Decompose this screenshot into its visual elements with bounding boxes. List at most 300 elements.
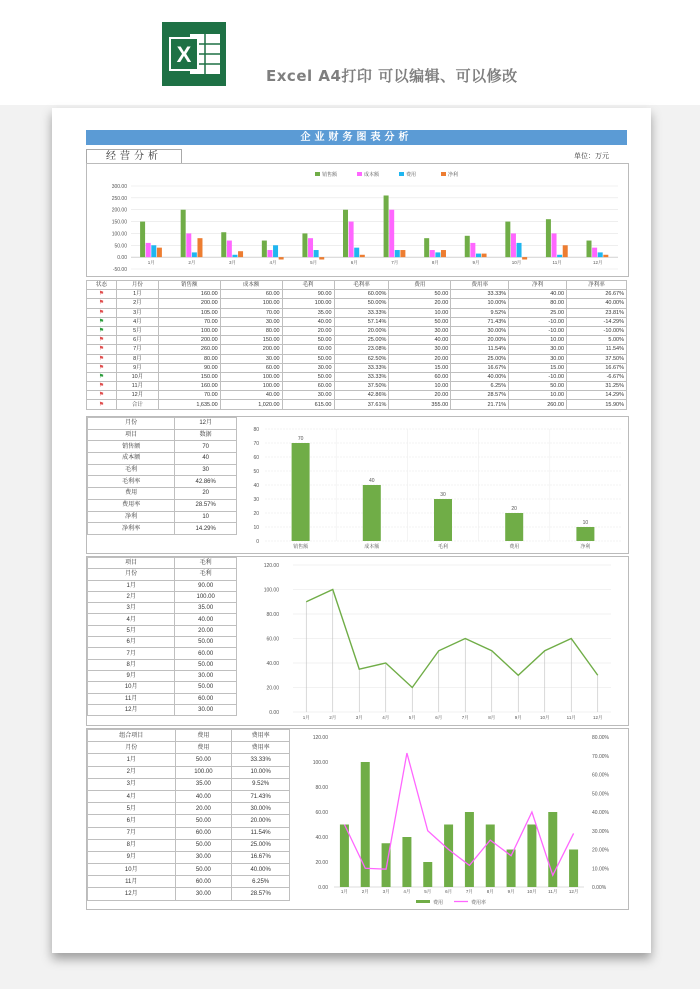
x-tick-label: 8月 xyxy=(488,715,496,720)
data-label: 40 xyxy=(369,478,375,484)
table-cell: 14.29% xyxy=(175,523,237,535)
bar-费用 xyxy=(505,513,523,541)
table-cell: 6月 xyxy=(88,637,175,648)
table-row xyxy=(88,580,237,591)
bar-9-2 xyxy=(470,243,475,257)
bar-5-1 xyxy=(302,233,307,257)
x-tick-label: 8月 xyxy=(486,889,494,894)
status-cell xyxy=(87,290,117,299)
value-cell: 40.00% xyxy=(567,299,627,308)
bar-4-2 xyxy=(267,250,272,257)
table-row xyxy=(88,464,237,476)
flag-icon: ⚑ xyxy=(98,373,105,380)
value-cell: 71.43% xyxy=(451,317,509,326)
y-tick-label: 30 xyxy=(253,497,259,503)
bar-毛利 xyxy=(434,499,452,541)
table-cell: 组合项目 xyxy=(88,730,176,742)
x-tick-label: 10月 xyxy=(511,260,522,266)
bar-11-3 xyxy=(557,255,562,257)
value-cell: 50.00% xyxy=(334,299,389,308)
value-cell: 37.61% xyxy=(334,400,389,409)
table-cell: 净利率 xyxy=(88,523,175,535)
table-cell: 60.00 xyxy=(175,827,232,839)
value-cell: 30.00 xyxy=(282,363,334,372)
table-row xyxy=(88,754,290,766)
value-cell: 355.00 xyxy=(389,400,451,409)
table-row xyxy=(88,476,237,488)
table-cell: 100.00 xyxy=(175,591,237,602)
table-cell: 5月 xyxy=(88,625,175,636)
value-cell: 50.00 xyxy=(282,372,334,381)
bar-2-4 xyxy=(197,238,202,257)
table-cell: 费用 xyxy=(175,742,232,754)
value-cell: 50.00 xyxy=(509,382,567,391)
value-cell: 1,635.00 xyxy=(158,400,220,409)
value-cell: 57.14% xyxy=(334,317,389,326)
table-cell: 4月 xyxy=(88,790,176,802)
table-cell: 11月 xyxy=(88,876,176,888)
status-cell xyxy=(87,317,117,326)
table-cell: 毛利率 xyxy=(88,476,175,488)
y-tick-label: 50.00 xyxy=(114,243,127,250)
table-cell: 项目 xyxy=(88,558,175,569)
x-tick-label: 7月 xyxy=(465,889,473,894)
bar-3-4 xyxy=(238,251,243,257)
expense-table xyxy=(87,729,290,901)
table-row xyxy=(88,511,237,523)
column-header: 月份 xyxy=(116,281,158,290)
flag-icon: ⚑ xyxy=(98,309,105,316)
y-tick-label: 100.00 xyxy=(111,231,127,238)
table-row xyxy=(87,290,627,299)
table-row xyxy=(88,864,290,876)
table-row xyxy=(87,317,627,326)
y-tick-label: 10 xyxy=(253,525,259,531)
value-cell: 70.00 xyxy=(220,308,282,317)
x-tick-label: 11月 xyxy=(552,260,562,266)
value-cell: 37.50% xyxy=(567,354,627,363)
y2-tick-label: 60.00% xyxy=(592,772,609,779)
value-cell: 50.00 xyxy=(389,317,451,326)
table-row xyxy=(88,418,237,430)
y-tick-label: 0 xyxy=(256,539,259,545)
table-cell: 月份 xyxy=(88,569,175,580)
table-cell: 净利 xyxy=(88,511,175,523)
table-cell: 40.00% xyxy=(232,864,290,876)
value-cell: 30.00 xyxy=(389,345,451,354)
status-cell xyxy=(87,382,117,391)
table-cell: 50.00 xyxy=(175,754,232,766)
table-cell: 40.00 xyxy=(175,790,232,802)
x-tick-label: 成本额 xyxy=(364,544,380,550)
x-tick-label: 4月 xyxy=(403,889,411,894)
bar-1-3 xyxy=(151,245,156,257)
expense-bar-4月 xyxy=(402,837,411,887)
table-row xyxy=(88,569,237,580)
value-cell: 160.00 xyxy=(158,382,220,391)
value-cell: 100.00 xyxy=(220,372,282,381)
legend-swatch xyxy=(399,172,404,176)
month-cell: 12月 xyxy=(116,391,158,400)
bar-12-4 xyxy=(603,255,608,257)
table-row xyxy=(88,429,237,441)
bar-7-2 xyxy=(389,210,394,257)
table-cell: 11.54% xyxy=(232,827,290,839)
table-cell: 5月 xyxy=(88,803,176,815)
column-header: 费用 xyxy=(389,281,451,290)
table-cell: 33.33% xyxy=(232,754,290,766)
value-cell: 105.00 xyxy=(158,308,220,317)
expense-panel xyxy=(86,728,629,910)
value-cell: 20.00 xyxy=(389,299,451,308)
value-cell: 100.00 xyxy=(220,382,282,391)
gross-profit-panel xyxy=(86,556,629,726)
single-month-table xyxy=(87,417,237,535)
gross-profit-table xyxy=(87,557,237,716)
y-tick-label: 60.00 xyxy=(266,636,279,643)
x-tick-label: 4月 xyxy=(269,260,277,266)
value-cell: 33.33% xyxy=(451,290,509,299)
flag-icon: ⚑ xyxy=(98,355,105,362)
data-label: 10 xyxy=(582,520,589,526)
data-label: 70 xyxy=(297,436,304,442)
y-tick-label: 80.00 xyxy=(315,785,328,791)
x-tick-label: 3月 xyxy=(355,715,363,720)
report-page xyxy=(52,108,651,953)
expense-bar-1月 xyxy=(340,825,349,888)
value-cell: 26.67% xyxy=(567,290,627,299)
table-cell: 8月 xyxy=(88,659,175,670)
value-cell: 1,020.00 xyxy=(220,400,282,409)
value-cell: -10.00 xyxy=(509,372,567,381)
x-tick-label: 净利 xyxy=(580,544,591,550)
value-cell: 30.00 xyxy=(509,354,567,363)
table-cell: 1月 xyxy=(88,754,176,766)
value-cell: 37.50% xyxy=(334,382,389,391)
value-cell: 90.00 xyxy=(158,363,220,372)
table-row xyxy=(88,766,290,778)
table-row xyxy=(88,803,290,815)
bar-10-3 xyxy=(517,243,522,257)
table-cell: 25.00% xyxy=(232,839,290,851)
bar-7-4 xyxy=(400,250,405,257)
value-cell: 200.00 xyxy=(158,336,220,345)
column-header: 毛利率 xyxy=(334,281,389,290)
y-tick-label: 80 xyxy=(253,427,259,433)
legend-swatch xyxy=(441,172,446,176)
value-cell: 10.00 xyxy=(389,308,451,317)
value-cell: 20.00 xyxy=(389,391,451,400)
bar-成本额 xyxy=(363,485,381,541)
y-tick-label: 20.00 xyxy=(266,685,279,692)
value-cell: 30.00 xyxy=(220,354,282,363)
table-cell: 30 xyxy=(175,464,237,476)
table-cell: 40.00 xyxy=(175,614,237,625)
x-tick-label: 6月 xyxy=(435,715,443,720)
table-row xyxy=(88,488,237,500)
table-row xyxy=(88,888,290,900)
expense-rate-line xyxy=(344,753,573,875)
value-cell: -10.00% xyxy=(567,326,627,335)
table-cell: 50.00 xyxy=(175,839,232,851)
table-cell: 毛利 xyxy=(88,464,175,476)
expense-combo-chart xyxy=(294,729,628,909)
bar-9-4 xyxy=(482,254,487,258)
table-cell: 28.57% xyxy=(232,888,290,900)
bar-10-2 xyxy=(511,233,516,257)
bar-11-2 xyxy=(552,233,557,257)
y-tick-label: 0.00 xyxy=(117,255,127,262)
table-cell: 11月 xyxy=(88,693,175,704)
value-cell: 60.00 xyxy=(220,363,282,372)
legend-label: 净利 xyxy=(448,172,459,178)
expense-bar-5月 xyxy=(423,862,432,887)
table-row xyxy=(88,827,290,839)
excel-logo-icon xyxy=(162,22,226,86)
status-cell xyxy=(87,308,117,317)
value-cell: -6.67% xyxy=(567,372,627,381)
bar-11-1 xyxy=(546,219,551,257)
table-cell: 4月 xyxy=(88,614,175,625)
value-cell: 160.00 xyxy=(158,290,220,299)
month-cell: 4月 xyxy=(116,317,158,326)
table-cell: 费用率 xyxy=(88,499,175,511)
table-cell: 8月 xyxy=(88,839,176,851)
table-cell: 60.00 xyxy=(175,648,237,659)
flag-icon: ⚑ xyxy=(98,401,105,408)
value-cell: 15.00 xyxy=(389,363,451,372)
table-cell: 20.00 xyxy=(175,625,237,636)
value-cell: 25.00% xyxy=(334,336,389,345)
table-cell: 10 xyxy=(175,511,237,523)
value-cell: -10.00 xyxy=(509,326,567,335)
value-cell: 33.33% xyxy=(334,372,389,381)
table-cell: 50.00 xyxy=(175,659,237,670)
x-tick-label: 1月 xyxy=(147,260,155,266)
table-cell: 60.00 xyxy=(175,876,232,888)
y-tick-label: 70 xyxy=(253,441,259,447)
value-cell: 25.00% xyxy=(451,354,509,363)
month-cell: 9月 xyxy=(116,363,158,372)
status-cell xyxy=(87,391,117,400)
value-cell: 42.86% xyxy=(334,391,389,400)
value-cell: 15.00 xyxy=(509,363,567,372)
x-tick-label: 5月 xyxy=(310,260,318,266)
bar-5-2 xyxy=(308,238,313,257)
table-row xyxy=(87,363,627,372)
month-cell: 1月 xyxy=(116,290,158,299)
legend-swatch xyxy=(416,900,430,903)
table-cell: 50.00 xyxy=(175,637,237,648)
expense-bar-10月 xyxy=(527,825,536,888)
table-cell: 6.25% xyxy=(232,876,290,888)
value-cell: 30.00 xyxy=(509,345,567,354)
legend-label: 销售额 xyxy=(322,172,338,178)
table-cell: 30.00 xyxy=(175,670,237,681)
bar-1-1 xyxy=(140,222,145,258)
value-cell: 10.00 xyxy=(389,382,451,391)
bar-7-1 xyxy=(384,195,389,257)
value-cell: 20.00% xyxy=(451,336,509,345)
flag-icon: ⚑ xyxy=(98,364,105,371)
flag-icon: ⚑ xyxy=(98,291,105,298)
value-cell: 20.00 xyxy=(389,354,451,363)
table-cell: 9.52% xyxy=(232,778,290,790)
status-cell xyxy=(87,354,117,363)
table-cell: 费用 xyxy=(88,488,175,500)
value-cell: 20.00 xyxy=(282,326,334,335)
value-cell: 40.00 xyxy=(389,336,451,345)
x-tick-label: 8月 xyxy=(431,260,439,266)
x-tick-label: 3月 xyxy=(382,889,390,894)
table-cell: 12月 xyxy=(88,888,176,900)
y-tick-label: 100.00 xyxy=(312,760,328,766)
value-cell: 16.67% xyxy=(567,363,627,372)
table-row xyxy=(87,382,627,391)
value-cell: 31.25% xyxy=(567,382,627,391)
value-cell: 40.00% xyxy=(451,372,509,381)
value-cell: 150.00 xyxy=(158,372,220,381)
value-cell: 21.71% xyxy=(451,400,509,409)
y2-tick-label: 10.00% xyxy=(592,866,609,873)
table-cell: 销售额 xyxy=(88,441,175,453)
bar-12-2 xyxy=(592,248,597,257)
bar-2-3 xyxy=(192,252,197,257)
data-label: 20 xyxy=(511,506,517,512)
value-cell: 33.33% xyxy=(334,308,389,317)
table-cell: 月份 xyxy=(88,418,175,430)
table-row xyxy=(88,648,237,659)
table-header-row xyxy=(87,281,627,290)
table-cell: 成本额 xyxy=(88,453,175,465)
x-tick-label: 12月 xyxy=(568,889,579,894)
y-tick-label: 120.00 xyxy=(312,735,328,741)
value-cell: 200.00 xyxy=(158,299,220,308)
table-row xyxy=(88,558,237,569)
value-cell: 50.00 xyxy=(282,354,334,363)
bar-6-1 xyxy=(343,210,348,257)
value-cell: 30.00 xyxy=(389,326,451,335)
value-cell: 70.00 xyxy=(158,317,220,326)
table-row xyxy=(88,614,237,625)
x-tick-label: 6月 xyxy=(350,260,358,266)
value-cell: 50.00 xyxy=(389,290,451,299)
y-tick-label: 100.00 xyxy=(263,587,279,594)
value-cell: 10.00 xyxy=(509,391,567,400)
column-header: 净利 xyxy=(509,281,567,290)
bar-销售额 xyxy=(292,443,310,541)
y2-tick-label: 0.00% xyxy=(592,885,607,891)
y-tick-label: 20.00 xyxy=(315,860,328,866)
y2-tick-label: 20.00% xyxy=(592,847,609,854)
table-cell: 50.00 xyxy=(175,864,232,876)
table-row xyxy=(88,670,237,681)
monthly-data-table xyxy=(86,280,627,410)
bar-8-4 xyxy=(441,250,446,257)
value-cell: 23.08% xyxy=(334,345,389,354)
table-row xyxy=(88,591,237,602)
x-tick-label: 9月 xyxy=(507,889,515,894)
value-cell: 30.00 xyxy=(220,317,282,326)
y-tick-label: 60 xyxy=(253,455,259,461)
status-cell xyxy=(87,326,117,335)
y-tick-label: 50 xyxy=(253,469,259,475)
main-table-panel xyxy=(86,280,627,412)
gross-profit-line-chart xyxy=(241,557,628,725)
y-tick-label: 120.00 xyxy=(263,563,279,569)
tab-business-analysis[interactable]: 经营分析 xyxy=(86,149,182,164)
value-cell: 35.00 xyxy=(282,308,334,317)
x-tick-label: 6月 xyxy=(445,889,453,894)
x-tick-label: 12月 xyxy=(592,715,603,720)
y2-tick-label: 80.00% xyxy=(592,735,609,741)
value-cell: 615.00 xyxy=(282,400,334,409)
bar-3-3 xyxy=(232,255,237,257)
table-row xyxy=(88,625,237,636)
svg-text:X: X xyxy=(176,42,192,67)
flag-icon: ⚑ xyxy=(98,318,105,325)
x-tick-label: 3月 xyxy=(228,260,236,266)
y-tick-label: 80.00 xyxy=(266,612,279,618)
table-cell: 100.00 xyxy=(175,766,232,778)
table-cell: 20.00% xyxy=(232,815,290,827)
y2-tick-label: 40.00% xyxy=(592,810,609,816)
x-tick-label: 7月 xyxy=(391,260,399,266)
month-cell: 合计 xyxy=(116,400,158,409)
column-header: 净利率 xyxy=(567,281,627,290)
status-cell xyxy=(87,336,117,345)
value-cell: 33.33% xyxy=(334,363,389,372)
y2-tick-label: 50.00% xyxy=(592,791,609,798)
value-cell: 60.00 xyxy=(220,290,282,299)
flag-icon: ⚑ xyxy=(98,346,105,353)
value-cell: 60.00% xyxy=(334,290,389,299)
y2-tick-label: 70.00% xyxy=(592,753,609,760)
table-cell: 30.00 xyxy=(175,851,232,863)
table-row xyxy=(87,308,627,317)
table-cell: 42.86% xyxy=(175,476,237,488)
table-row xyxy=(87,354,627,363)
table-row xyxy=(87,326,627,335)
bar-8-3 xyxy=(435,252,440,257)
table-cell: 90.00 xyxy=(175,580,237,591)
value-cell: 20.00% xyxy=(334,326,389,335)
table-cell: 50.00 xyxy=(175,815,232,827)
x-tick-label: 费用 xyxy=(509,544,520,550)
single-month-panel xyxy=(86,416,629,554)
value-cell: -14.29% xyxy=(567,317,627,326)
y-tick-label: 20 xyxy=(253,511,259,517)
x-tick-label: 1月 xyxy=(302,715,310,720)
value-cell: 40.00 xyxy=(282,317,334,326)
legend-label: 费用 xyxy=(433,900,444,906)
bar-6-4 xyxy=(360,255,365,257)
table-row xyxy=(88,704,237,715)
table-cell: 毛利 xyxy=(175,558,237,569)
bar-12-3 xyxy=(598,252,603,257)
value-cell: 23.81% xyxy=(567,308,627,317)
table-cell: 30.00 xyxy=(175,888,232,900)
month-cell: 3月 xyxy=(116,308,158,317)
data-label: 30 xyxy=(440,492,446,498)
value-cell: 90.00 xyxy=(282,290,334,299)
value-cell: 10.00% xyxy=(451,299,509,308)
value-cell: 11.54% xyxy=(567,345,627,354)
bar-10-1 xyxy=(505,222,510,258)
month-cell: 10月 xyxy=(116,372,158,381)
bar-2-1 xyxy=(181,210,186,257)
table-row xyxy=(87,372,627,381)
